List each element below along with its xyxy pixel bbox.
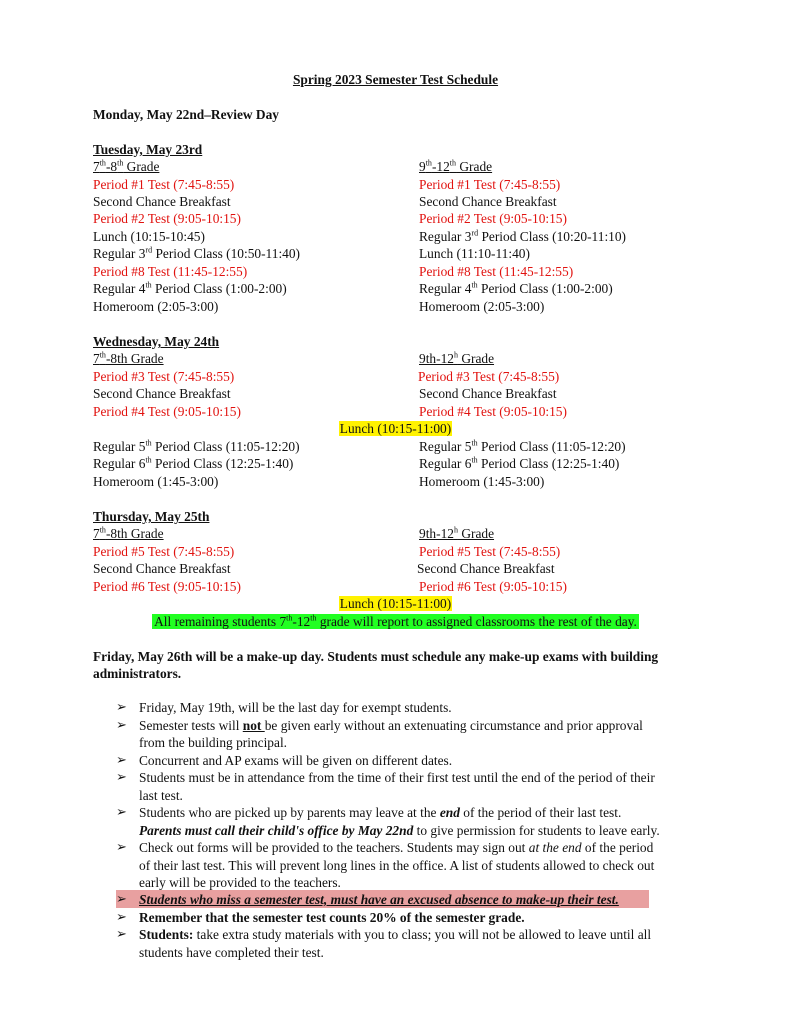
schedule-item: Period #3 Test (7:45-8:55) bbox=[418, 369, 560, 384]
schedule-item: Period #1 Test (7:45-8:55) bbox=[419, 177, 561, 192]
bullet-item: Remember that the semester test counts 20% of the semester grade. bbox=[139, 910, 525, 925]
monday-heading: Monday, May 22nd–Review Day bbox=[93, 107, 279, 122]
schedule-item: Period #5 Test (7:45-8:55) bbox=[93, 544, 235, 559]
bullet-item-continuation: early will be provided to the teachers. bbox=[139, 875, 341, 890]
schedule-item: Homeroom (2:05-3:00) bbox=[93, 299, 219, 314]
schedule-item: Second Chance Breakfast bbox=[417, 561, 555, 576]
arrow-bullet-icon: ➢ bbox=[116, 700, 127, 715]
schedule-item: Regular 5th Period Class (11:05-12:20) bbox=[93, 438, 300, 454]
bullet-item-continuation: last test. bbox=[139, 788, 183, 803]
bullet-item-continuation: from the building principal. bbox=[139, 735, 288, 750]
schedule-item: Period #2 Test (9:05-10:15) bbox=[419, 211, 567, 226]
bullet-item: Concurrent and AP exams will be given on different dates. bbox=[139, 753, 453, 768]
schedule-item: Homeroom (1:45-3:00) bbox=[419, 474, 545, 489]
schedule-item: Second Chance Breakfast bbox=[419, 194, 557, 209]
friday-notice-line1: Friday, May 26th will be a make-up day. Students must schedule any make-up exams with building bbox=[93, 649, 659, 664]
schedule-item: Period #1 Test (7:45-8:55) bbox=[93, 177, 235, 192]
bullet-item: Students who are picked up by parents may leave at the end of the period of their last test. bbox=[139, 805, 622, 820]
bullet-item-warning: Students who miss a semester test, must have an excused absence to make-up their test. bbox=[139, 892, 619, 907]
arrow-bullet-icon: ➢ bbox=[116, 840, 127, 855]
schedule-item: Period #8 Test (11:45-12:55) bbox=[419, 264, 574, 279]
schedule-item: Regular 5th Period Class (11:05-12:20) bbox=[419, 438, 626, 454]
arrow-bullet-icon: ➢ bbox=[116, 770, 127, 785]
arrow-bullet-icon: ➢ bbox=[116, 927, 127, 942]
schedule-item: Lunch (10:15-10:45) bbox=[93, 229, 205, 244]
arrow-bullet-icon: ➢ bbox=[116, 910, 127, 925]
wednesday-right-header: 9th-12$^h$ Grade bbox=[419, 350, 495, 366]
bullet-item: Students: take extra study materials with you to class; you will not be allowed to leave until all bbox=[139, 927, 652, 942]
bullet-item: Semester tests will not be given early without an extenuating circumstance and prior approval bbox=[139, 718, 643, 733]
schedule-item: Period #5 Test (7:45-8:55) bbox=[419, 544, 561, 559]
arrow-bullet-icon: ➢ bbox=[116, 892, 127, 907]
tuesday-right-header: 9th-12th Grade bbox=[419, 158, 493, 174]
bullet-item: Check out forms will be provided to the teachers. Students may sign out at the end of the period bbox=[139, 840, 654, 855]
tuesday-left-header: 7th-8th Grade bbox=[93, 158, 160, 174]
schedule-item: Period #4 Test (9:05-10:15) bbox=[93, 404, 241, 419]
schedule-item: Regular 6th Period Class (12:25-1:40) bbox=[93, 455, 294, 471]
schedule-item: Homeroom (2:05-3:00) bbox=[419, 299, 545, 314]
schedule-item: Second Chance Breakfast bbox=[93, 194, 231, 209]
lunch-banner: Lunch (10:15-11:00) bbox=[339, 596, 452, 611]
arrow-bullet-icon: ➢ bbox=[116, 805, 127, 820]
schedule-item: Homeroom (1:45-3:00) bbox=[93, 474, 219, 489]
bullet-item: Friday, May 19th, will be the last day for exempt students. bbox=[139, 700, 452, 715]
schedule-item: Lunch (11:10-11:40) bbox=[419, 246, 530, 261]
arrow-bullet-icon: ➢ bbox=[116, 753, 127, 768]
page-title: Spring 2023 Semester Test Schedule bbox=[292, 72, 499, 87]
thursday-right-header: 9th-12$^h$ Grade bbox=[419, 525, 495, 541]
thursday-heading: Thursday, May 25th bbox=[93, 509, 210, 524]
schedule-item: Period #4 Test (9:05-10:15) bbox=[419, 404, 567, 419]
bullet-item-continuation: Parents must call their child's office by May 22nd to give permission for students to leave early. bbox=[139, 823, 660, 838]
schedule-item: Period #3 Test (7:45-8:55) bbox=[93, 369, 235, 384]
friday-notice-line2: administrators. bbox=[93, 666, 182, 681]
schedule-item: Second Chance Breakfast bbox=[93, 561, 231, 576]
schedule-item: Regular 6th Period Class (12:25-1:40) bbox=[419, 455, 620, 471]
schedule-item: Period #8 Test (11:45-12:55) bbox=[93, 264, 248, 279]
schedule-item: Period #2 Test (9:05-10:15) bbox=[93, 211, 241, 226]
thursday-left-header: 7th-8th Grade bbox=[93, 525, 164, 541]
schedule-item: Second Chance Breakfast bbox=[93, 386, 231, 401]
lunch-banner: Lunch (10:15-11:00) bbox=[339, 421, 452, 436]
schedule-item: Regular 3rd Period Class (10:20-11:10) bbox=[419, 228, 627, 244]
tuesday-heading: Tuesday, May 23rd bbox=[93, 142, 203, 157]
schedule-item: Regular 4th Period Class (1:00-2:00) bbox=[93, 280, 287, 296]
wednesday-left-header: 7th-8th Grade bbox=[93, 350, 164, 366]
schedule-item: Period #6 Test (9:05-10:15) bbox=[419, 579, 567, 594]
arrow-bullet-icon: ➢ bbox=[116, 718, 127, 733]
schedule-item: Regular 4th Period Class (1:00-2:00) bbox=[419, 280, 613, 296]
schedule-item: Period #6 Test (9:05-10:15) bbox=[93, 579, 241, 594]
bullet-item-continuation: of their last test. This will prevent long lines in the office. A list of students allowed to check out bbox=[139, 858, 655, 873]
wednesday-heading: Wednesday, May 24th bbox=[93, 334, 220, 349]
classroom-notice: All remaining students 7th-12th grade will report to assigned classrooms the rest of the day. bbox=[154, 613, 637, 629]
schedule-item: Regular 3rd Period Class (10:50-11:40) bbox=[93, 245, 301, 261]
schedule-item: Second Chance Breakfast bbox=[419, 386, 557, 401]
bullet-item-continuation: students have completed their test. bbox=[139, 945, 324, 960]
bullet-item: Students must be in attendance from the time of their first test until the end of the period of their bbox=[139, 770, 655, 785]
